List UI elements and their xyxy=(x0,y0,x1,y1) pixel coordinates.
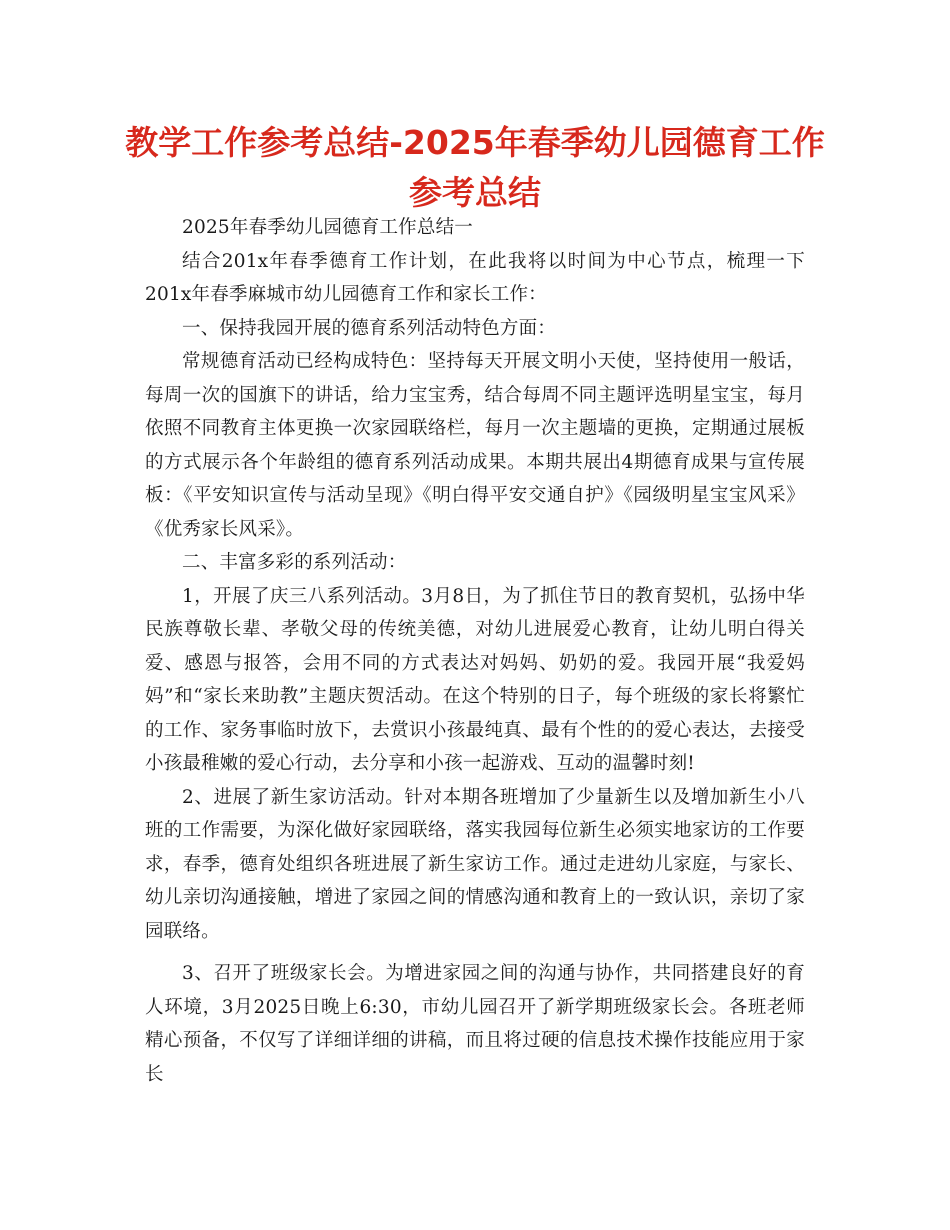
section-heading-1: 一、保持我园开展的德育系列活动特色方面： xyxy=(182,317,557,339)
paragraph-intro: 结合201x年春季德育工作计划，在此我将以时间为中心节点，梳理一下201x年春季麻城市幼儿园德育工作和家长工作： xyxy=(145,250,805,305)
section-heading-2: 二、丰富多彩的系列活动： xyxy=(182,552,407,573)
paragraph-subtitle: 2025年春季幼儿园德育工作总结一 xyxy=(182,217,473,238)
paragraph-routine-activities: 常规德育活动已经构成特色：坚持每天开展文明小天使，坚持使用一般话，每周一次的国旗下的讲话，给力宝宝秀，结合每周不同主题评选明星宝宝，每月依照不同教育主体更换一次家园联络栏，每月一次主题墙的更换，定期通过展板的方式展示各个年龄组的德育系列活动成果。本期共展出4期德育成果与宣传展板：《平安知识宣传与活动呈现》《明白得平安交通自护》《园级明星宝宝风采》《优秀家长风采》。 xyxy=(145,351,805,540)
paragraph-item-3: 3、召开了班级家长会。为增进家园之间的沟通与协作，共同搭建良好的育人环境，3月2025日晚上6:30，市幼儿园召开了新学期班级家长会。各班老师精心预备，不仅写了详细详细的讲稿，而且将过硬的信息技术操作技能应用于家长 xyxy=(145,963,805,1085)
paragraph-item-1: 1，开展了庆三八系列活动。3月8日，为了抓住节日的教育契机，弘扬中华民族尊敬长辈、孝敬父母的传统美德，对幼儿进展爱心教育，让幼儿明白得关爱、感恩与报答，会用不同的方式表达对妈妈、奶奶的爱。我园开展“我爱妈妈”和“家长来助教”主题庆贺活动。在这个特别的日子，每个班级的家长将繁忙的工作、家务事临时放下，去赏识小孩最纯真、最有个性的的爱心表达，去接受小孩最稚嫩的爱心行动，去分享和小孩一起游戏、互动的温馨时刻! xyxy=(145,585,805,774)
document-title: 教学工作参考总结-2025年春季幼儿园德育工作参考总结 xyxy=(125,123,825,212)
paragraph-item-2: 2、进展了新生家访活动。针对本期各班增加了少量新生以及增加新生小八班的工作需要，为深化做好家园联络，落实我园每位新生必须实地家访的工作要求，春季，德育处组织各班进展了新生家访工作。通过走进幼儿家庭，与家长、幼儿亲切沟通接触，增进了家园之间的情感沟通和教育上的一致认识，亲切了家园联络。 xyxy=(145,786,805,942)
document-body xyxy=(145,211,805,1091)
